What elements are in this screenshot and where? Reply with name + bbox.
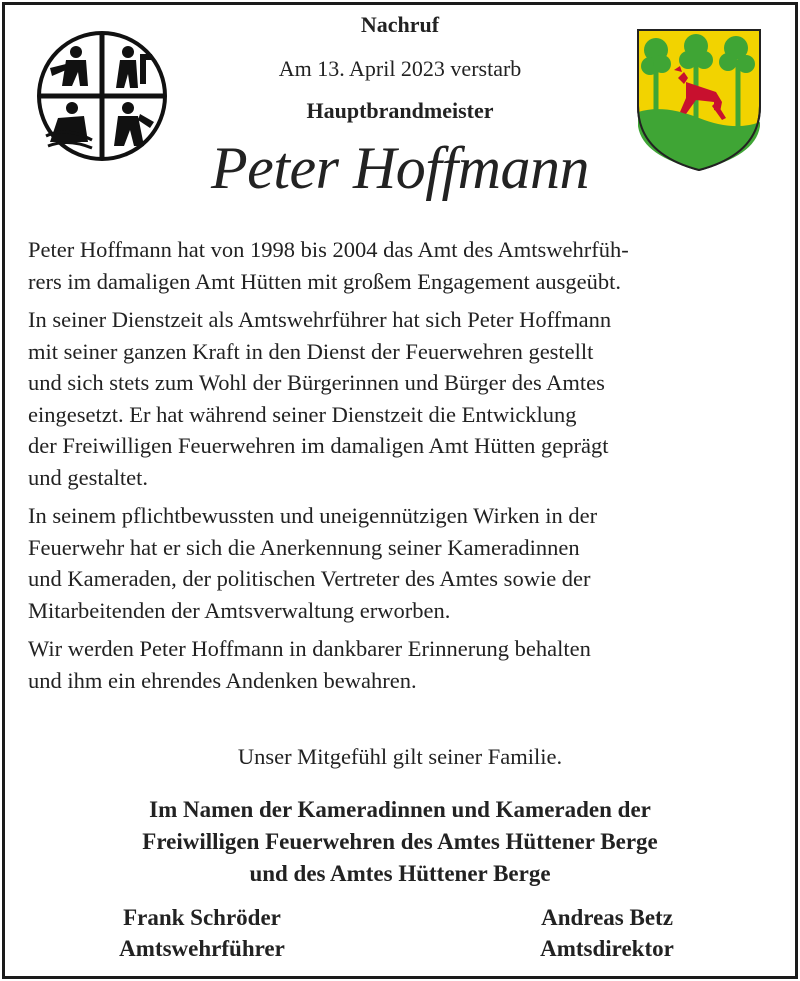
text-line: Feuerwehr hat er sich die Anerkennung seiner Kameradinnen — [28, 534, 580, 560]
signatory-name: Andreas Betz — [541, 905, 673, 930]
paragraph — [28, 304, 788, 493]
text-line: eingesetzt. Er hat während seiner Dienstzeit die Entwicklung — [28, 401, 577, 427]
text-line: In seiner Dienstzeit als Amtswehrführer hat sich Peter Hoffmann — [28, 307, 612, 332]
text-line: der Freiwilligen Feuerwehren im damaligen Amt Hütten geprägt — [28, 433, 609, 458]
rank-title: Hauptbrandmeister — [306, 98, 494, 123]
paragraph — [28, 500, 788, 626]
text-line: und Kameraden, der politischen Vertreter des Amtes sowie der — [28, 566, 591, 591]
paragraph — [28, 633, 788, 696]
sympathy-line: Unser Mitgefühl gilt seiner Familie. — [237, 744, 563, 769]
text-line: und ihm ein ehrendes Andenken bewahren. — [28, 667, 417, 693]
text-line: Peter Hoffmann hat von 1998 bis 2004 das Amt des Amtswehrfüh- — [28, 237, 629, 262]
death-date-line: Am 13. April 2023 verstarb — [278, 56, 522, 81]
text-line: Mitarbeitenden der Amtsverwaltung erworben. — [28, 597, 451, 623]
signatory-right — [457, 902, 757, 964]
paragraph — [28, 234, 788, 297]
text-line: In seinem pflichtbewussten und uneigennützigen Wirken in der — [28, 503, 598, 528]
signatory-title: Amtsdirektor — [540, 936, 674, 961]
obituary-body — [28, 234, 788, 703]
signoff-line: und des Amtes Hüttener Berge — [249, 861, 551, 886]
signoff-line: Im Namen der Kameradinnen und Kameraden der — [149, 797, 651, 822]
signatory-name: Frank Schröder — [123, 905, 281, 930]
text-line: Wir werden Peter Hoffmann in dankbarer Erinnerung behalten — [28, 636, 591, 661]
signoff-line: Freiwilligen Feuerwehren des Amtes Hüttener Berge — [142, 829, 658, 854]
text-line: rers im damaligen Amt Hütten mit großem Engagement ausgeübt. — [28, 268, 621, 294]
signoff-block — [40, 794, 760, 890]
fire-brigade-emblem-icon — [36, 30, 168, 162]
signatory-title: Amtswehrführer — [119, 936, 285, 961]
deceased-name: Peter Hoffmann — [211, 135, 589, 201]
signatory-left — [52, 902, 352, 964]
text-line: und sich stets zum Wohl der Bürgerinnen und Bürger des Amtes — [28, 370, 605, 395]
text-line: und gestaltet. — [28, 464, 148, 490]
text-line: mit seiner ganzen Kraft in den Dienst der Feuerwehren gestellt — [28, 338, 594, 364]
obituary-label: Nachruf — [360, 12, 440, 37]
coat-of-arms-icon — [634, 26, 764, 174]
